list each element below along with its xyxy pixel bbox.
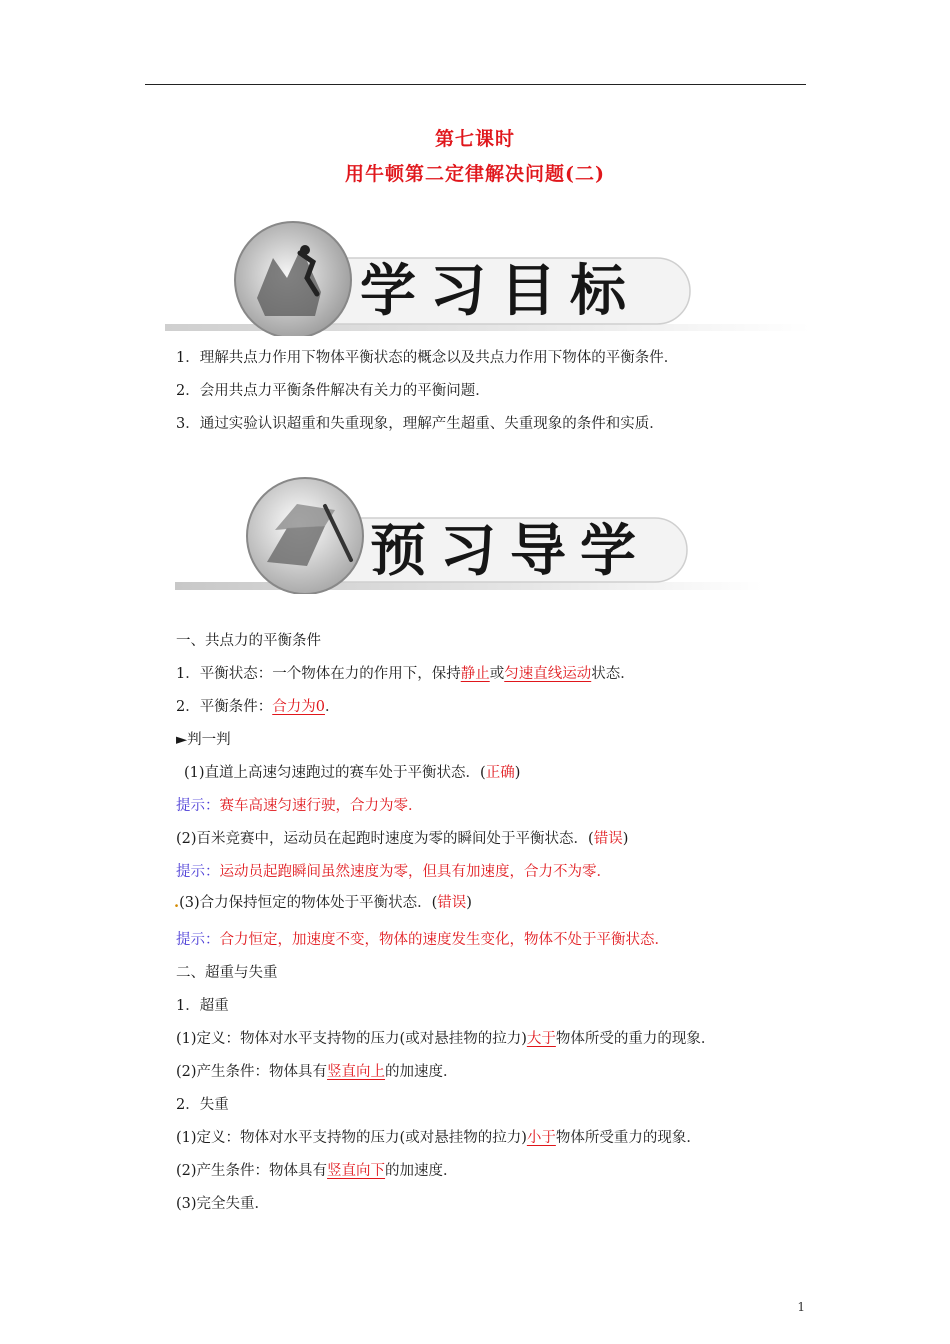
balance-state-answer-1: 静止: [460, 666, 490, 682]
hint-2-label: 提示：: [176, 864, 220, 880]
judge-item-1-close: ): [514, 765, 521, 781]
balance-state-answer-2: 匀速直线运动: [504, 666, 592, 682]
weightless-definition: [176, 1128, 701, 1148]
judge-item-1: [184, 763, 520, 783]
balance-state-prefix: 1．平衡状态：一个物体在力的作用下，保持: [176, 666, 461, 682]
weightless-condition: [176, 1161, 458, 1181]
judge-item-1-answer: 正确: [485, 765, 515, 781]
lesson-title: 第七课时: [434, 128, 515, 150]
hint-3: [176, 930, 669, 950]
complete-weightless: (3)完全失重．: [176, 1196, 270, 1212]
header-rule: [145, 84, 806, 85]
overweight-definition: [176, 1029, 715, 1049]
hint-3-text: 合力恒定，加速度不变，物体的速度发生变化，物体不处于平衡状态．: [219, 932, 669, 948]
overweight-definition-answer: 大于: [526, 1031, 556, 1047]
hint-1: [176, 796, 423, 816]
judge-item-2: [176, 829, 628, 849]
hint-2-text: 运动员起跑瞬间虽然速度为零，但具有加速度，合力不为零．: [219, 864, 611, 880]
hint-3-label: 提示：: [176, 932, 220, 948]
goal-item-1: 1．理解共点力作用下物体平衡状态的概念以及共点力作用下物体的平衡条件．: [176, 350, 679, 366]
overweight-condition-suffix: 的加速度．: [385, 1064, 458, 1080]
weightless-condition-suffix: 的加速度．: [385, 1163, 458, 1179]
preview-banner-graphic: [175, 470, 763, 594]
weightless-title: 2．失重: [176, 1097, 229, 1113]
preview-banner-text: 预习导学: [370, 518, 650, 584]
overweight-title: 1．超重: [176, 998, 229, 1014]
balance-condition-prefix: 2．平衡条件：: [176, 699, 273, 715]
balance-state-suffix: 状态．: [591, 666, 635, 682]
topic-title: 用牛顿第二定律解决问题(二): [345, 163, 605, 185]
judge-item-2-answer: 错误: [593, 831, 623, 847]
judge-item-3-text: (3)合力保持恒定的物体处于平衡状态．(: [179, 895, 438, 911]
weightless-condition-prefix: (2)产生条件：物体具有: [176, 1163, 328, 1179]
overweight-definition-prefix: (1)定义：物体对水平支持物的压力(或对悬挂物的拉力): [176, 1031, 527, 1047]
goal-item-3: 3．通过实验认识超重和失重现象，理解产生超重、失重现象的条件和实质．: [176, 416, 664, 432]
goals-banner: [145, 218, 810, 336]
goals-banner-graphic: [145, 218, 810, 336]
weightless-definition-suffix: 物体所受重力的现象．: [555, 1130, 701, 1146]
judge-label: ►判一判: [176, 732, 231, 748]
hint-1-text: 赛车高速匀速行驶，合力为零．: [219, 798, 423, 814]
overweight-condition-prefix: (2)产生条件：物体具有: [176, 1064, 328, 1080]
weightless-condition-answer: 竖直向下: [327, 1163, 386, 1179]
balance-state-mid: 或: [489, 666, 505, 682]
overweight-condition-answer: 竖直向上: [327, 1064, 386, 1080]
judge-item-2-close: ): [622, 831, 629, 847]
judge-item-1-text: (1)直道上高速匀速跑过的赛车处于平衡状态．(: [184, 765, 486, 781]
balance-condition-suffix: ．: [324, 699, 340, 715]
judge-item-2-text: (2)百米竞赛中，运动员在起跑时速度为零的瞬间处于平衡状态．(: [176, 831, 594, 847]
preview-banner: [175, 470, 763, 594]
hint-1-label: 提示：: [176, 798, 220, 814]
weightless-definition-answer: 小于: [526, 1130, 556, 1146]
balance-condition-line: [176, 697, 339, 717]
judge-item-3-dot: .: [174, 894, 180, 911]
goals-banner-text: 学习目标: [360, 258, 640, 324]
balance-condition-answer: 合力为0: [272, 699, 325, 715]
overweight-condition: [176, 1062, 458, 1082]
balance-state-line: [176, 664, 635, 684]
goal-item-2: 2．会用共点力平衡条件解决有关力的平衡问题．: [176, 383, 490, 399]
judge-item-3: [174, 893, 472, 913]
weightless-definition-prefix: (1)定义：物体对水平支持物的压力(或对悬挂物的拉力): [176, 1130, 527, 1146]
judge-item-3-answer: 错误: [437, 895, 467, 911]
section1-heading: 一、共点力的平衡条件: [176, 633, 321, 649]
section2-heading: 二、超重与失重: [176, 965, 278, 981]
overweight-definition-suffix: 物体所受的重力的现象．: [555, 1031, 716, 1047]
hint-2: [176, 862, 611, 882]
page-number: 1: [797, 1300, 805, 1314]
judge-item-3-close: ): [466, 895, 472, 911]
